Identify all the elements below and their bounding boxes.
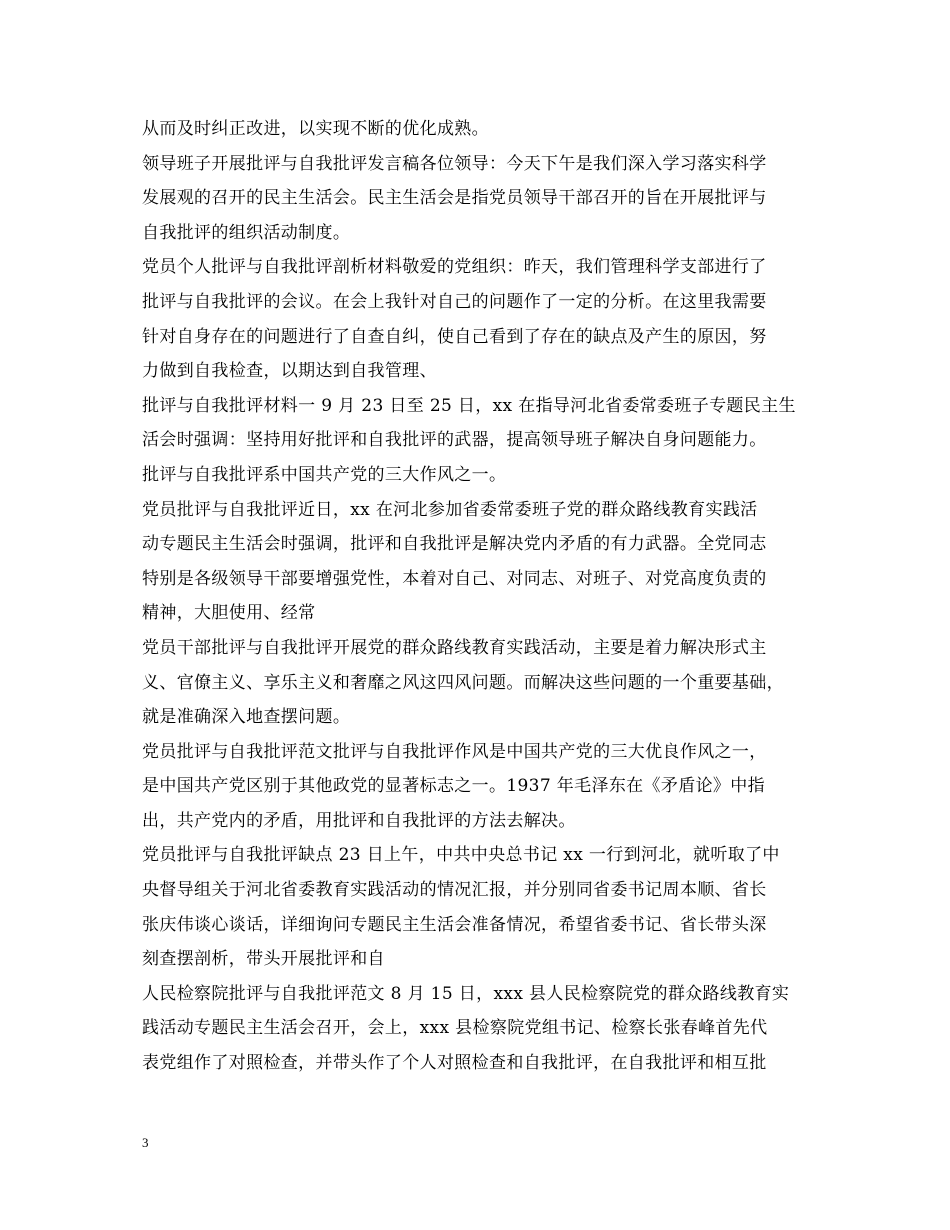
text-line: 人民检察院批评与自我批评范文 8 月 15 日，xxx 县人民检察院党的群众路线教育实: [142, 983, 790, 1004]
text-line: 党员批评与自我批评范文批评与自我批评作风是中国共产党的三大优良作风之一，: [142, 741, 767, 762]
text-line: 党员批评与自我批评缺点 23 日上午，中共中央总书记 xx 一行到河北，就听取了中: [142, 845, 780, 866]
text-line: 特别是各级领导干部要增强党性，本着对自己、对同志、对班子、对党高度负责的: [142, 568, 767, 589]
text-line: 精神，大胆使用、经常: [142, 603, 316, 624]
text-line: 活会时强调：坚持用好批评和自我批评的武器，提高领导班子解决自身问题能力。: [142, 430, 767, 451]
text-line: 党员批评与自我批评近日，xx 在河北参加省委常委班子党的群众路线教育实践活: [142, 499, 758, 520]
page-number: 3: [142, 1135, 149, 1150]
text-line: 党员个人批评与自我批评剖析材料敬爱的党组织：昨天，我们管理科学支部进行了: [142, 257, 767, 278]
text-line: 从而及时纠正改进，以实现不断的优化成熟。: [142, 119, 489, 139]
text-line: 央督导组关于河北省委教育实践活动的情况汇报，并分别同省委书记周本顺、省长: [142, 880, 767, 901]
text-line: 自我批评的组织活动制度。: [142, 222, 351, 243]
text-line: 动专题民主生活会时强调，批评和自我批评是解决党内矛盾的有力武器。全党同志: [142, 534, 767, 555]
text-line: 是中国共产党区别于其他政党的显著标志之一。1937 年毛泽东在《矛盾论》中指: [142, 776, 765, 797]
text-line: 刻查摆剖析，带头开展批评和自: [142, 949, 385, 970]
text-line: 践活动专题民主生活会召开，会上，xxx 县检察院党组书记、检察长张春峰首先代: [142, 1018, 768, 1039]
text-line: 出，共产党内的矛盾，用批评和自我批评的方法去解决。: [142, 810, 576, 831]
text-line: 力做到自我检查，以期达到自我管理、: [142, 361, 437, 382]
text-line: 批评与自我批评材料一 9 月 23 日至 25 日，xx 在指导河北省委常委班子专题民主生: [142, 395, 796, 416]
text-line: 义、官僚主义、享乐主义和奢靡之风这四风问题。而解决这些问题的一个重要基础，: [142, 672, 784, 693]
text-line: 党员干部批评与自我批评开展党的群众路线教育实践活动，主要是着力解决形式主: [142, 637, 767, 658]
text-line: 领导班子开展批评与自我批评发言稿各位领导：今天下午是我们深入学习落实科学: [142, 153, 767, 174]
text-line: 批评与自我批评的会议。在会上我针对自己的问题作了一定的分析。在这里我需要: [142, 291, 767, 312]
text-line: 表党组作了对照检查，并带头作了个人对照检查和自我批评，在自我批评和相互批: [142, 1053, 767, 1074]
text-line: 针对自身存在的问题进行了自查自纠，使自己看到了存在的缺点及产生的原因，努: [142, 326, 767, 347]
text-line: 张庆伟谈心谈话，详细询问专题民主生活会准备情况，希望省委书记、省长带头深: [142, 914, 767, 935]
text-line: 批评与自我批评系中国共产党的三大作风之一。: [142, 464, 507, 485]
text-line: 发展观的召开的民主生活会。民主生活会是指党员领导干部召开的旨在开展批评与: [142, 188, 767, 209]
document-body: [142, 112, 832, 1081]
text-line: 就是准确深入地查摆问题。: [142, 707, 351, 728]
